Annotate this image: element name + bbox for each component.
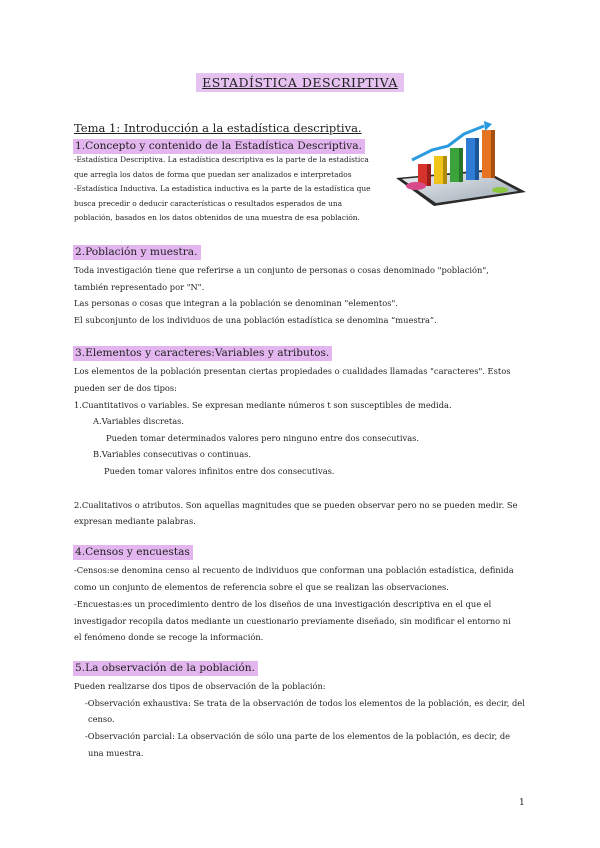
section-3-line: Los elementos de la población presentan ciertas propiedades o cualidades llamadas "caracteres". Estos <box>74 366 511 376</box>
section-4-line: -Encuestas:es un procedimiento dentro de los diseños de una investigación descriptiva en el que el <box>74 599 492 609</box>
section-5-line: censo. <box>88 714 115 724</box>
section-2-line: Las personas o cosas que integran a la población se denominan "elementos". <box>74 298 398 308</box>
section-1-line: busca precedir o deducir características o resultados esperados de una <box>74 198 342 208</box>
section-3-line: expresan mediante palabras. <box>74 516 196 526</box>
section-5-line: una muestra. <box>88 748 144 758</box>
section-4-line: como un conjunto de elementos de referencia sobre el que se realizan las observaciones. <box>74 582 449 592</box>
section-3-heading: 3.Elementos y caracteres:Variables y atributos. <box>73 346 332 361</box>
section-2-heading: 2.Población y muestra. <box>73 245 201 260</box>
page-number: 1 <box>519 798 525 808</box>
section-1-line: -Estadística Inductiva. La estadística inductiva es la parte de la estadística que <box>74 184 371 193</box>
section-3-line: pueden ser de dos tipos: <box>74 383 177 393</box>
tablet-bar-chart-icon <box>388 120 530 214</box>
section-1-line: población, basados en los datos obtenidos de una muestra de esa población. <box>74 213 360 222</box>
section-2-line: El subconjunto de los individuos de una población estadística se denomina “muestra”. <box>74 315 437 325</box>
section-4-line: investigador recopila datos mediante un cuestionario previamente diseñado, sin modificar el entorno ni <box>74 616 511 626</box>
section-5-line: Pueden realizarse dos tipos de observación de la población: <box>74 681 326 691</box>
section-3-line: 2.Cualitativos o atributos. Son aquellas magnitudes que se pueden observar pero no se pueden medir. Se <box>74 500 518 510</box>
topic-heading: Tema 1: Introducción a la estadística descriptiva. <box>74 121 362 135</box>
section-5-heading: 5.La observación de la población. <box>73 661 258 676</box>
section-1-heading: 1.Concepto y contenido de la Estadística Descriptiva. <box>73 139 365 154</box>
section-3-line: Pueden tomar determinados valores pero ninguno entre dos consecutivas. <box>106 433 420 443</box>
section-5-line: -Observación exhaustiva: Se trata de la observación de todos los elementos de la población, es decir, del <box>85 698 525 708</box>
section-2-line: Toda investigación tiene que referirse a un conjunto de personas o cosas denominado "población", <box>74 265 489 275</box>
section-4-line: -Censos:se denomina censo al recuento de individuos que conforman una población estadística, definida <box>74 565 514 575</box>
section-4-line: el fenómeno donde se recoge la información. <box>74 632 264 642</box>
section-3-line: A.Variables discretas. <box>93 416 185 426</box>
section-3-line: Pueden tomar valores infinitos entre dos consecutivas. <box>104 466 335 476</box>
section-3-line: B.Variables consecutivas o continuas. <box>93 449 252 459</box>
section-5-line: -Observación parcial: La observación de sólo una parte de los elementos de la población, es decir, de <box>85 731 511 741</box>
document-title: ESTADÍSTICA DESCRIPTIVA <box>0 72 600 92</box>
section-2-line: también representado por "N". <box>74 282 205 292</box>
section-3-line: 1.Cuantitativos o variables. Se expresan mediante números t son susceptibles de medida. <box>74 400 452 410</box>
section-1-line: que arregla los datos de forma que puedan ser analizados e interpretados <box>74 169 352 179</box>
section-4-heading: 4.Censos y encuestas <box>73 545 193 560</box>
section-1-line: -Estadística Descriptiva. La estadística descriptiva es la parte de la estadística <box>74 155 369 164</box>
